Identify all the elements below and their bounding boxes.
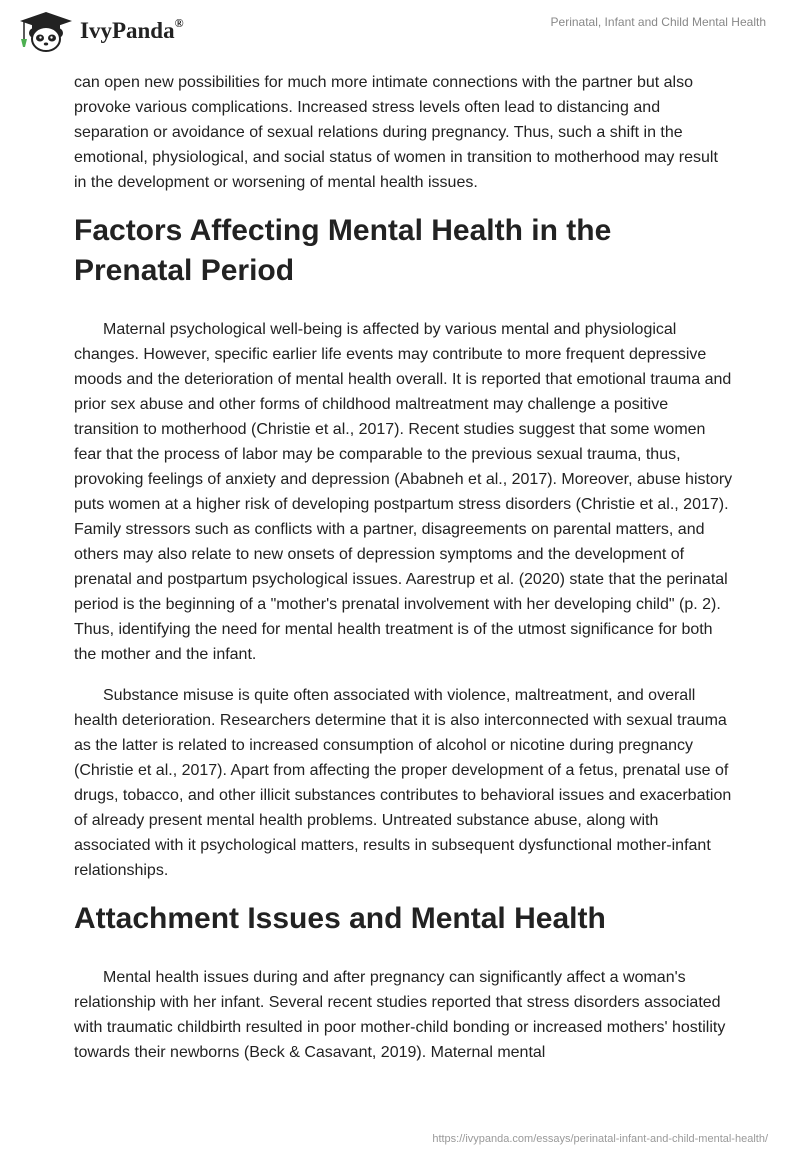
paragraph: Mental health issues during and after pregnancy can significantly affect a woman's relationship with her infant. Several recent studies reported that stress disorders associated with traumatic childbirth resulted in poor mother-child bonding or increased mothers' hostility towards their newborns (Beck & Casavant, 2019). Maternal mental (74, 969, 726, 1061)
document-title: Perinatal, Infant and Child Mental Health (550, 15, 766, 29)
brand-name[interactable]: IvyPanda® (80, 16, 184, 43)
essay-content (74, 70, 734, 1081)
footer-url-link[interactable]: https://ivypanda.com/essays/perinatal-infant-and-child-mental-health/ (432, 1133, 768, 1145)
section-heading-attachment-issues: Attachment Issues and Mental Health (74, 902, 606, 935)
paragraph: Maternal psychological well-being is affected by various mental and physiological changes. However, specific earlier life events may contribute to more frequent depressive moods and the deterioration of mental health overall. It is reported that emotional trauma and prior sex abuse and other forms of childhood maltreatment may challenge a positive transition to motherhood (Christie et al., 2017). Recent studies suggest that some women fear that the process of labor may be comparable to the previous sexual trauma, thus, provoking feelings of anxiety and depression (Ababneh et al., 2017). Moreover, abuse history puts women at a higher risk of developing postpartum stress disorders (Christie et al., 2017). Family stressors such as conflicts with a partner, disagreements on parental matters, and others may also relate to new onsets of depression symptoms and the development of prenatal and postpartum psychological issues. Aarestrup et al. (2020) state that the perinatal period is the beginning of a "mother's prenatal involvement with her developing child" (p. 2). Thus, identifying the need for mental health treatment is of the utmost significance for both the mother and the infant. (74, 321, 733, 663)
ivypanda-logo-icon[interactable] (16, 9, 74, 53)
page-header (0, 0, 800, 60)
paragraph: Substance misuse is quite often associated with violence, maltreatment, and overall health deterioration. Researchers determine that it is also interconnected with sexual trauma as the latter is related to increased consumption of alcohol or nicotine during pregnancy (Christie et al., 2017). Apart from affecting the proper development of a fetus, prenatal use of drugs, tobacco, and other illicit substances contributes to behavioral issues and exacerbation of already present mental health problems. Untreated substance abuse, along with associated with it psychological matters, results in subsequent dysfunctional mother-infant relationships. (74, 687, 732, 879)
intro-paragraph: can open new possibilities for much more intimate connections with the partner but also provoke various complications. Increased stress levels often lead to distancing and separation or avoidance of sexual relations during pregnancy. Thus, such a shift in the emotional, physiological, and social status of women in transition to motherhood may result in the development or worsening of mental health issues. (74, 74, 718, 191)
section-heading-prenatal-factors: Factors Affecting Mental Health in the Prenatal Period (74, 214, 612, 287)
